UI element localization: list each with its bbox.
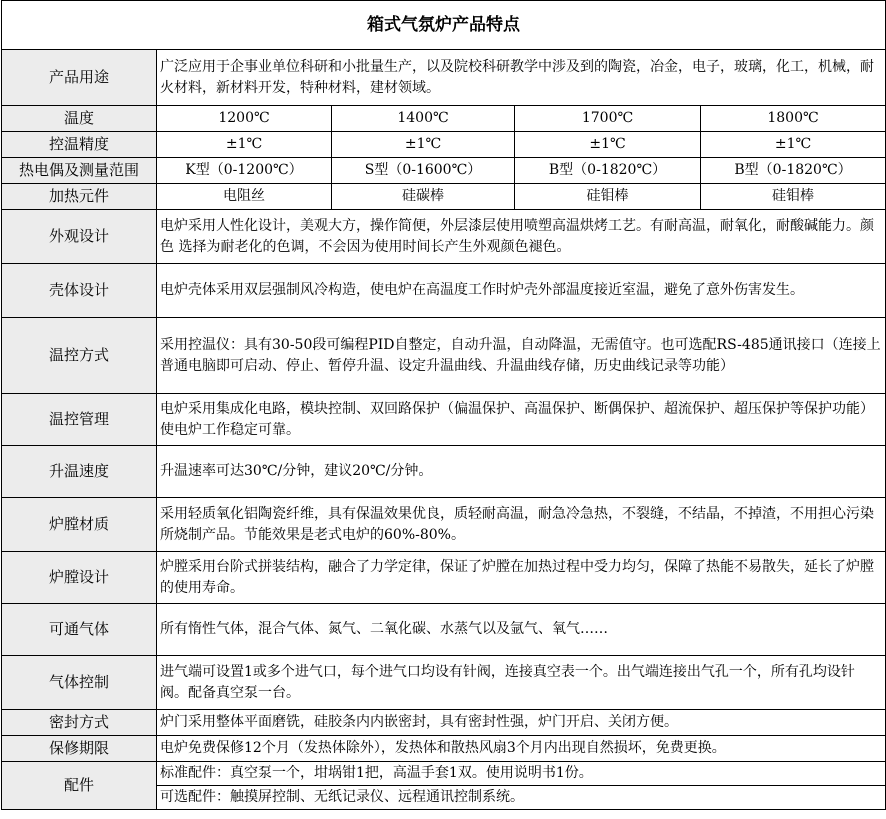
row-gas-types	[2, 604, 886, 656]
text-warranty: 电炉免费保修12个月（发热体除外），发热体和散热风扇3个月内出现自然损坏，免费更换。	[157, 736, 886, 762]
row-thermocouple	[2, 158, 886, 184]
heating-element-value: 硅钼棒	[701, 184, 886, 210]
precision-value: ±1℃	[515, 132, 701, 158]
text-usage: 广泛应用于企事业单位科研和小批量生产，以及院校科研教学中涉及到的陶瓷，冶金，电子，玻璃，化工，机械，耐火材料，新材料开发，特种材料，建材领域。	[157, 50, 886, 106]
row-precision	[2, 132, 886, 158]
text-gas-control: 进气端可设置1或多个进气口，每个进气口均设有针阀，连接真空表一个。出气端连接出气孔一个，所有孔均设针阀。配备真空泵一台。	[157, 656, 886, 710]
thermocouple-value: B型（0-1820℃）	[515, 158, 701, 184]
label-heating-element: 加热元件	[2, 184, 157, 210]
temperature-value: 1400℃	[332, 106, 515, 132]
label-accessories: 配件	[2, 762, 157, 810]
label-gas-control: 气体控制	[2, 656, 157, 710]
text-gas-types: 所有惰性气体，混合气体、氮气、二氧化碳、水蒸气以及氩气、氧气……	[157, 604, 886, 656]
label-temperature: 温度	[2, 106, 157, 132]
row-warranty	[2, 736, 886, 762]
text-chamber-design: 炉膛采用台阶式拼装结构，融合了力学定律，保证了炉膛在加热过程中受力均匀，保障了热能不易散失，延长了炉膛的使用寿命。	[157, 552, 886, 604]
temperature-value: 1700℃	[515, 106, 701, 132]
row-shell	[2, 264, 886, 318]
row-temperature	[2, 106, 886, 132]
label-gas-types: 可通气体	[2, 604, 157, 656]
text-accessories-standard: 标准配件：真空泵一个，坩埚钳1把，高温手套1双。使用说明书1份。	[157, 762, 886, 786]
label-chamber-material: 炉膛材质	[2, 498, 157, 552]
thermocouple-value: S型（0-1600℃）	[332, 158, 515, 184]
label-control-mgmt: 温控管理	[2, 394, 157, 446]
text-control-mgmt: 电炉采用集成化电路，模块控制、双回路保护（偏温保护、高温保护、断偶保护、超流保护、超压保护等保护功能）使电炉工作稳定可靠。	[157, 394, 886, 446]
row-heating-element	[2, 184, 886, 210]
row-heating-rate	[2, 446, 886, 498]
label-chamber-design: 炉膛设计	[2, 552, 157, 604]
label-shell: 壳体设计	[2, 264, 157, 318]
row-chamber-design	[2, 552, 886, 604]
label-heating-rate: 升温速度	[2, 446, 157, 498]
label-usage: 产品用途	[2, 50, 157, 106]
row-usage	[2, 50, 886, 106]
text-shell: 电炉壳体采用双层强制风冷构造，使电炉在高温度工作时炉壳外部温度接近室温，避免了意外伤害发生。	[157, 264, 886, 318]
heating-element-value: 硅钼棒	[515, 184, 701, 210]
precision-value: ±1℃	[157, 132, 332, 158]
text-control-mode: 采用控温仪：具有30-50段可编程PID自整定，自动升温，自动降温，无需值守。也可选配RS-485通讯接口（连接上普通电脑即可启动、停止、暂停升温、设定升温曲线、升温曲线存储，历史曲线记录等功能）	[157, 318, 886, 394]
label-precision: 控温精度	[2, 132, 157, 158]
row-gas-control	[2, 656, 886, 710]
text-appearance: 电炉采用人性化设计，美观大方，操作简便，外层漆层使用喷塑高温烘烤工艺。有耐高温，耐氧化，耐酸碱能力。颜色 选择为耐老化的色调，不会因为使用时间长产生外观颜色褪色。	[157, 210, 886, 264]
table-title: 箱式气氛炉产品特点	[2, 1, 886, 50]
label-thermocouple: 热电偶及测量范围	[2, 158, 157, 184]
row-sealing	[2, 710, 886, 736]
temperature-value: 1200℃	[157, 106, 332, 132]
heating-element-value: 电阻丝	[157, 184, 332, 210]
heating-element-value: 硅碳棒	[332, 184, 515, 210]
thermocouple-value: K型（0-1200℃）	[157, 158, 332, 184]
text-chamber-material: 采用轻质氧化铝陶瓷纤维，具有保温效果优良，质轻耐高温，耐急冷急热，不裂缝，不结晶，不掉渣，不用担心污染所烧制产品。节能效果是老式电炉的60%-80%。	[157, 498, 886, 552]
row-appearance	[2, 210, 886, 264]
label-sealing: 密封方式	[2, 710, 157, 736]
product-features-table	[1, 0, 886, 810]
text-accessories-optional: 可选配件：触摸屏控制、无纸记录仪、远程通讯控制系统。	[157, 786, 886, 810]
row-accessories	[2, 762, 886, 786]
text-heating-rate: 升温速率可达30℃/分钟，建议20℃/分钟。	[157, 446, 886, 498]
precision-value: ±1℃	[701, 132, 886, 158]
label-warranty: 保修期限	[2, 736, 157, 762]
row-chamber-material	[2, 498, 886, 552]
text-sealing: 炉门采用整体平面磨铣，硅胶条内内嵌密封，具有密封性强，炉门开启、关闭方便。	[157, 710, 886, 736]
label-control-mode: 温控方式	[2, 318, 157, 394]
row-control-mode	[2, 318, 886, 394]
precision-value: ±1℃	[332, 132, 515, 158]
row-control-mgmt	[2, 394, 886, 446]
temperature-value: 1800℃	[701, 106, 886, 132]
label-appearance: 外观设计	[2, 210, 157, 264]
thermocouple-value: B型（0-1820℃）	[701, 158, 886, 184]
